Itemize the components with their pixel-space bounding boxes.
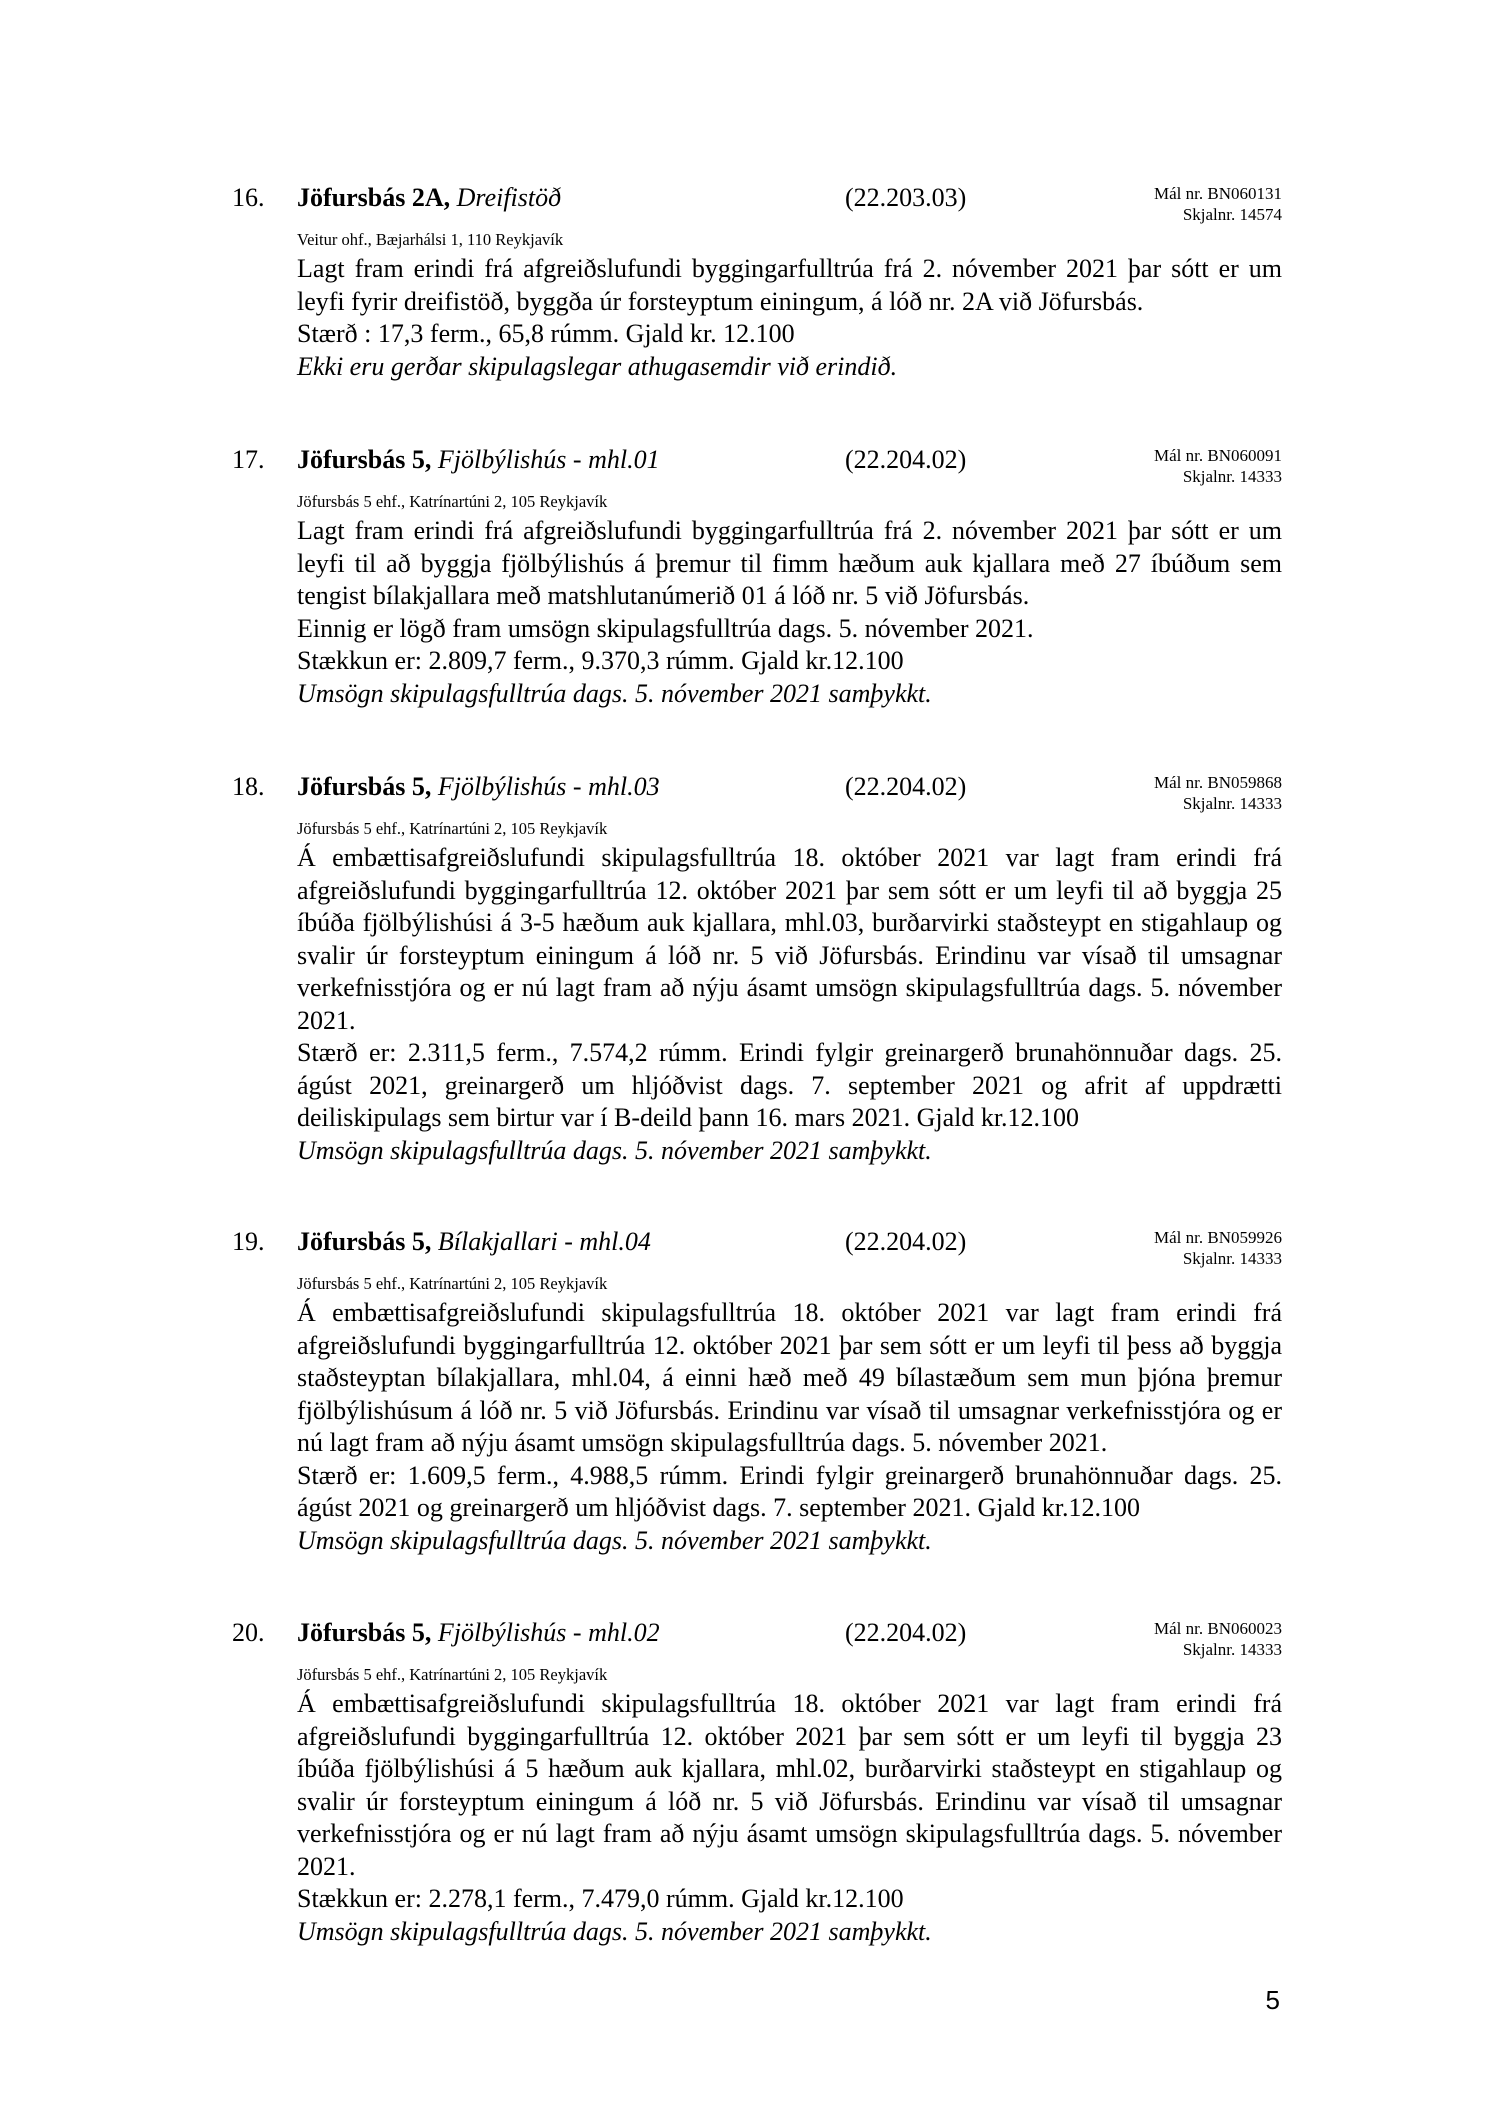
item-body <box>297 1664 1282 1948</box>
item-kind: Fjölbýlishús - mhl.03 <box>437 772 660 801</box>
item-conclusion: Ekki eru gerðar skipulagslegar athugasemdir við erindið. <box>297 351 898 381</box>
case-number: Mál nr. BN060091 <box>1154 446 1282 465</box>
applicant: Jöfursbás 5 ehf., Katrínartúni 2, 105 Reykjavík <box>297 1274 608 1293</box>
item-reference <box>1154 183 1282 225</box>
item-conclusion: Umsögn skipulagsfulltrúa dags. 5. nóvember 2021 samþykkt. <box>297 1135 932 1165</box>
item-address: Jöfursbás 5, <box>297 445 432 474</box>
case-number: Mál nr. BN060131 <box>1154 184 1282 203</box>
document-number: Skjalnr. 14333 <box>1182 1640 1282 1659</box>
item-extra: Einnig er lögð fram umsögn skipulagsfulltrúa dags. 5. nóvember 2021. <box>297 613 1034 643</box>
item-title <box>297 445 660 475</box>
item-header <box>232 772 1282 822</box>
item-title <box>297 1618 660 1648</box>
item-number: 19. <box>232 1227 265 1256</box>
item-body <box>297 491 1282 710</box>
item-description: Lagt fram erindi frá afgreiðslufundi byggingarfulltrúa frá 2. nóvember 2021 þar sótt er um leyfi til að byggja fjölbýlishús á þremur til fimm hæðum auk kjallara með 27 íbúðum sem tengist bílakjallara með matshlutanúmerið 01 á lóð nr. 5 við Jöfursbás. <box>297 516 1282 610</box>
item-size: Stækkun er: 2.809,7 ferm., 9.370,3 rúmm. Gjald kr.12.100 <box>297 646 904 675</box>
item-number: 20. <box>232 1618 265 1647</box>
item-body <box>297 818 1282 1167</box>
item-size: Stærð er: 1.609,5 ferm., 4.988,5 rúmm. Erindi fylgir greinargerð brunahönnuðar dags. 25. ágúst 2021 og greinargerð um hljóðvist dags. 7. september 2021. Gjald kr.12.100 <box>297 1460 1282 1522</box>
item-size: Stærð er: 2.311,5 ferm., 7.574,2 rúmm. Erindi fylgir greinargerð brunahönnuðar dags. 25. ágúst 2021, greinargerð um hljóðvist dags. 7. september 2021 og afrit af uppdrætti deiliskipulags sem birtur var í B-deild þann 16. mars 2021. Gjald kr.12.100 <box>297 1038 1282 1132</box>
case-number: Mál nr. BN059926 <box>1154 1228 1282 1247</box>
item-description: Á embættisafgreiðslufundi skipulagsfulltrúa 18. október 2021 var lagt fram erindi frá afgreiðslufundi byggingarfulltrúa 12. október 2021 þar sem sótt er um leyfi til þess að byggja staðsteyptan bílakjallara, mhl.04, á einni hæð með 49 bílastæðum sem mun þjóna þremur fjölbýlishúsum á lóð nr. 5 við Jöfursbás. Erindinu var vísað til umsagnar verkefnisstjóra og er nú lagt fram að nýju ásamt umsögn skipulagsfulltrúa dags. 5. nóvember 2021. <box>297 1298 1282 1457</box>
item-body <box>297 1273 1282 1557</box>
case-number: Mál nr. BN060023 <box>1154 1619 1282 1638</box>
agenda-item-17 <box>232 445 1282 710</box>
item-body <box>297 229 1282 383</box>
item-land-code: (22.204.02) <box>845 1618 967 1647</box>
case-number: Mál nr. BN059868 <box>1154 773 1282 792</box>
item-conclusion: Umsögn skipulagsfulltrúa dags. 5. nóvember 2021 samþykkt. <box>297 1525 932 1555</box>
item-kind: Bílakjallari - mhl.04 <box>437 1227 651 1256</box>
item-header <box>232 1227 1282 1277</box>
item-address: Jöfursbás 5, <box>297 1618 432 1647</box>
item-conclusion: Umsögn skipulagsfulltrúa dags. 5. nóvember 2021 samþykkt. <box>297 1916 932 1946</box>
item-land-code: (22.203.03) <box>845 183 967 212</box>
item-number: 16. <box>232 183 265 212</box>
item-title <box>297 1227 651 1257</box>
applicant: Veitur ohf., Bæjarhálsi 1, 110 Reykjavík <box>297 230 564 249</box>
item-reference <box>1154 1227 1282 1269</box>
item-description: Á embættisafgreiðslufundi skipulagsfulltrúa 18. október 2021 var lagt fram erindi frá afgreiðslufundi byggingarfulltrúa 12. október 2021 þar sem sótt er um leyfi til byggja 23 íbúða fjölbýlishúsi á 5 hæðum auk kjallara, mhl.02, burðarvirki staðsteypt en stigahlaup og svalir úr forsteyptum einingum á lóð nr. 5 við Jöfursbás. Erindinu var vísað til umsagnar verkefnisstjóra og er nú lagt fram að nýju ásamt umsögn skipulagsfulltrúa dags. 5. nóvember 2021. <box>297 1689 1282 1881</box>
item-size: Stærð : 17,3 ferm., 65,8 rúmm. Gjald kr. 12.100 <box>297 319 795 348</box>
agenda-item-18 <box>232 772 1282 1167</box>
document-number: Skjalnr. 14333 <box>1182 1249 1282 1268</box>
item-title <box>297 183 561 213</box>
item-kind: Dreifistöð <box>456 183 562 212</box>
item-land-code: (22.204.02) <box>845 1227 967 1256</box>
applicant: Jöfursbás 5 ehf., Katrínartúni 2, 105 Reykjavík <box>297 1665 608 1684</box>
item-address: Jöfursbás 5, <box>297 1227 432 1256</box>
item-description: Lagt fram erindi frá afgreiðslufundi byggingarfulltrúa frá 2. nóvember 2021 þar sótt er um leyfi fyrir dreifistöð, byggða úr forsteyptum einingum, á lóð nr. 2A við Jöfursbás. <box>297 254 1282 316</box>
item-reference <box>1154 1618 1282 1660</box>
document-number: Skjalnr. 14574 <box>1182 205 1282 224</box>
item-address: Jöfursbás 5, <box>297 772 432 801</box>
item-kind: Fjölbýlishús - mhl.01 <box>437 445 660 474</box>
item-description: Á embættisafgreiðslufundi skipulagsfulltrúa 18. október 2021 var lagt fram erindi frá afgreiðslufundi byggingarfulltrúa 12. október 2021 þar sem sótt er um leyfi til að byggja 25 íbúða fjölbýlishúsi á 3-5 hæðum auk kjallara, mhl.03, burðarvirki staðsteypt en stigahlaup og svalir úr forsteyptum einingum á lóð nr. 5 við Jöfursbás. Erindinu var vísað til umsagnar verkefnisstjóra og er nú lagt fram að nýju ásamt umsögn skipulagsfulltrúa dags. 5. nóvember 2021. <box>297 843 1282 1035</box>
item-reference <box>1154 772 1282 814</box>
item-number: 17. <box>232 445 265 474</box>
document-number: Skjalnr. 14333 <box>1182 794 1282 813</box>
item-header <box>232 1618 1282 1668</box>
agenda-item-20 <box>232 1618 1282 1948</box>
item-reference <box>1154 445 1282 487</box>
applicant: Jöfursbás 5 ehf., Katrínartúni 2, 105 Reykjavík <box>297 492 608 511</box>
item-land-code: (22.204.02) <box>845 445 967 474</box>
item-title <box>297 772 660 802</box>
document-number: Skjalnr. 14333 <box>1182 467 1282 486</box>
item-size: Stækkun er: 2.278,1 ferm., 7.479,0 rúmm. Gjald kr.12.100 <box>297 1884 904 1913</box>
item-header <box>232 445 1282 495</box>
agenda-item-19 <box>232 1227 1282 1557</box>
applicant: Jöfursbás 5 ehf., Katrínartúni 2, 105 Reykjavík <box>297 819 608 838</box>
item-conclusion: Umsögn skipulagsfulltrúa dags. 5. nóvember 2021 samþykkt. <box>297 678 932 708</box>
item-land-code: (22.204.02) <box>845 772 967 801</box>
item-kind: Fjölbýlishús - mhl.02 <box>437 1618 660 1647</box>
item-header <box>232 183 1282 233</box>
item-number: 18. <box>232 772 265 801</box>
page-number: 5 <box>1265 1985 1280 2015</box>
agenda-item-16 <box>232 183 1282 383</box>
item-address: Jöfursbás 2A, <box>297 183 451 212</box>
